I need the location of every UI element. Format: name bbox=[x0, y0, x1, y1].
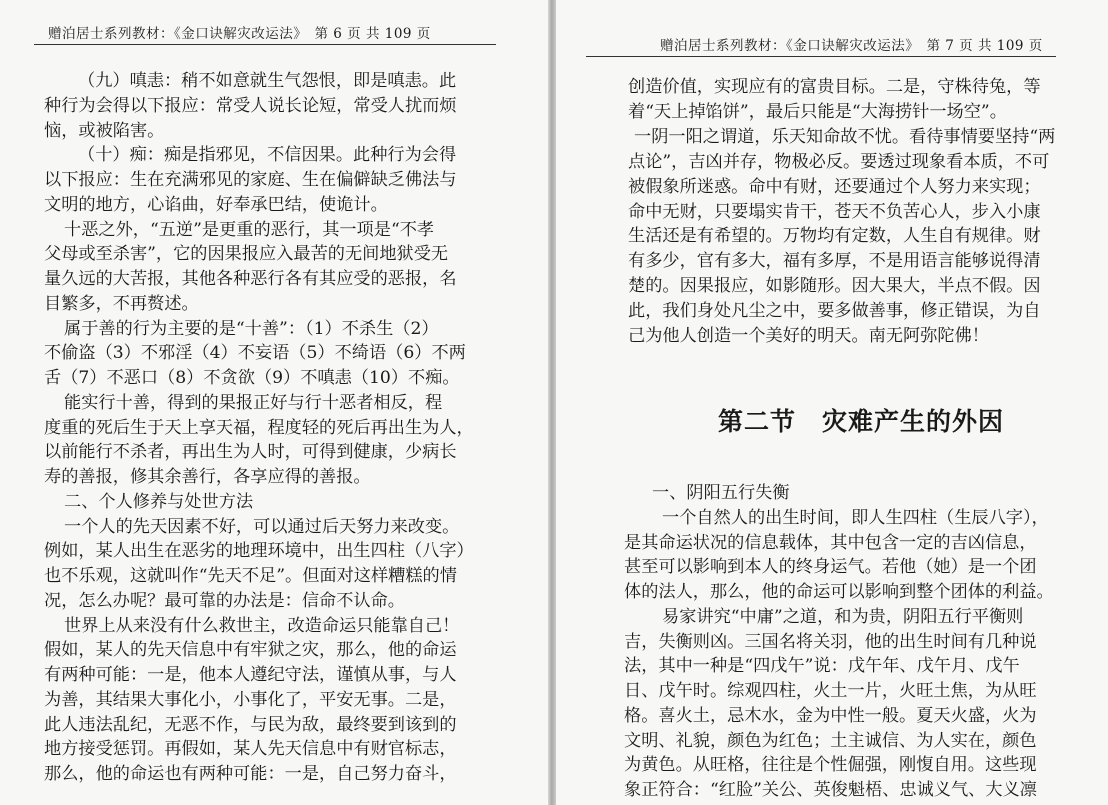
text-line: 能实行十善，得到的果报正好与行十恶者相反，程 bbox=[64, 392, 443, 413]
text-line: 不偷盗（3）不邪淫（4）不妄语（5）不绮语（6）不两 bbox=[44, 343, 466, 364]
text-line: 恼，或被陷害。 bbox=[44, 120, 165, 141]
text-line: 易家讲究“中庸”之道，和为贵，阴阳五行平衡则 bbox=[662, 606, 1024, 627]
text-line: 楚的。因果报应，如影随形。因大果大，半点不假。因 bbox=[628, 276, 1041, 297]
text-line: 目繁多，不再赘述。 bbox=[44, 293, 199, 314]
text-line: 点论”，吉凶并存，物极必反。要透过现象看本质，不可 bbox=[628, 151, 1050, 172]
text-line: 那么，他的命运也有两种可能：一是，自己努力奋斗， bbox=[44, 764, 457, 784]
right-header-rule bbox=[586, 56, 1056, 57]
text-line: 甚至可以影响到本人的终身运气。若他（她）是一个团 bbox=[624, 557, 1037, 578]
text-line: 寿的善报，修其余善行，各享应得的善报。 bbox=[44, 467, 371, 487]
text-line: 有多少，官有多大，福有多厚，不是用语言能够说得清 bbox=[628, 251, 1041, 272]
text-line: 舌（7）不恶口（8）不贪欲（9）不嗔恚（10）不痴。 bbox=[44, 368, 460, 388]
text-line: 假如，某人的先天信息中有牢狱之灾，那么，他的命运 bbox=[44, 640, 457, 661]
text-line: 是其命运状况的信息载体，其中包含一定的吉凶信息， bbox=[624, 532, 1037, 553]
text-line: 格。喜火土，忌木水，金为中性一般。夏天火盛，火为 bbox=[624, 705, 1037, 726]
text-line: 法，其中一种是“四戊午”说：戊午年、戊午月、戊午 bbox=[624, 656, 1020, 677]
text-line: 一个自然人的出生时间，即人生四柱（生辰八字）， bbox=[662, 507, 1049, 528]
text-line: 一、阴阳五行失衡 bbox=[652, 483, 790, 503]
text-line: 度重的死后生于天上享天福，程度轻的死后再出生为人， bbox=[44, 417, 474, 438]
text-line: 为黄色。从旺格，往往是个性倔强，刚愎自用。这些现 bbox=[624, 755, 1037, 776]
text-line: 此，我们身处凡尘之中，要多做善事，修正错误，为自 bbox=[628, 301, 1041, 322]
text-line: 文明的地方，心谄曲，好奉承巴结，使诡计。 bbox=[44, 194, 388, 215]
text-line: 世界上从来没有什么救世主，改造命运只能靠自己！ bbox=[64, 615, 460, 636]
left-header-rule bbox=[34, 44, 496, 45]
section-heading: 第二节 灾难产生的外因 bbox=[718, 407, 1005, 436]
text-line: （十）痴：痴是指邪见，不信因果。此种行为会得 bbox=[78, 145, 457, 166]
text-line: 十恶之外，“五逆”是更重的恶行，其一项是“不孝 bbox=[64, 219, 435, 240]
text-line: 生活还是有希望的。万物均有定数，人生自有规律。财 bbox=[628, 226, 1041, 247]
text-line: 己为他人创造一个美好的明天。南无阿弥陀佛！ bbox=[628, 326, 989, 346]
text-line: 象正符合：“红脸”关公、英俊魁梧、忠诚义气、大义凛 bbox=[624, 780, 1037, 800]
text-line: 父母或至杀害”，它的因果报应入最苦的无间地狱受无 bbox=[44, 244, 449, 265]
text-line: 以下报应：生在充满邪见的家庭、生在偏僻缺乏佛法与 bbox=[44, 170, 457, 190]
text-line: 量久远的大苦报，其他各种恶行各有其应受的恶报，名 bbox=[44, 269, 457, 289]
text-line: 日、戊午时。综观四柱，火土一片，火旺土焦，为从旺 bbox=[624, 681, 1037, 701]
text-line: 例如，某人出生在恶劣的地理环境中，出生四柱（八字） bbox=[44, 541, 474, 562]
text-line: （九）嗔恚：稍不如意就生气怨恨，即是嗔恚。此 bbox=[78, 71, 457, 91]
text-line: 属于善的行为主要的是“十善”：（1）不杀生（2） bbox=[64, 318, 439, 339]
text-line: 文明、礼貌，颜色为红色；土主诚信、为人实在，颜色 bbox=[624, 730, 1037, 751]
text-line: 此人违法乱纪，无恶不作，与民为敌，最终要到该到的 bbox=[44, 714, 457, 735]
text-line: 二、个人修养与处世方法 bbox=[64, 491, 254, 512]
text-line: 有两种可能：一是，他本人遵纪守法，谨慎从事，与人 bbox=[44, 665, 457, 685]
text-line: 也不乐观，这就叫作“先天不足”。但面对这样糟糕的情 bbox=[44, 566, 457, 586]
text-line: 着“天上掉馅饼”，最后只能是“大海捞针一场空”。 bbox=[628, 101, 1007, 122]
text-line: 创造价值，实现应有的富贵目标。二是，守株待兔，等 bbox=[628, 77, 1041, 97]
text-line: 一个人的先天因素不好，可以通过后天努力来改变。 bbox=[64, 516, 460, 537]
text-line: 以前能行不杀者，再出生为人时，可得到健康，少病长 bbox=[44, 442, 457, 463]
text-line: 为善，其结果大事化小，小事化了，平安无事。二是， bbox=[44, 689, 457, 710]
text-line: 况，怎么办呢？最可靠的办法是：信命不认命。 bbox=[44, 590, 405, 611]
book-spine bbox=[548, 0, 556, 805]
text-line: 吉，失衡则凶。三国名将关羽，他的出生时间有几种说 bbox=[624, 631, 1037, 652]
text-line: 地方接受惩罚。再假如，某人先天信息中有财官标志， bbox=[44, 739, 457, 760]
left-page bbox=[0, 0, 548, 805]
text-line: 一阴一阳之谓道，乐天知命故不忧。看待事情要坚持“两 bbox=[634, 126, 1056, 147]
text-line: 被假象所迷惑。命中有财，还要通过个人努力来实现； bbox=[628, 176, 1041, 197]
text-line: 种行为会得以下报应：常受人说长论短，常受人扰而烦 bbox=[44, 95, 457, 116]
left-page-header: 赠泊居士系列教材：《金口诀解灾改运法》 第 6 页 共 109 页 bbox=[48, 26, 431, 42]
text-line: 命中无财，只要塌实肯干，苍天不负苦心人，步入小康 bbox=[628, 201, 1041, 222]
right-page-header: 赠泊居士系列教材：《金口诀解灾改运法》 第 7 页 共 109 页 bbox=[660, 38, 1043, 54]
right-page bbox=[556, 0, 1108, 805]
text-line: 体的法人，那么，他的命运可以影响到整个团体的利益。 bbox=[624, 582, 1054, 602]
